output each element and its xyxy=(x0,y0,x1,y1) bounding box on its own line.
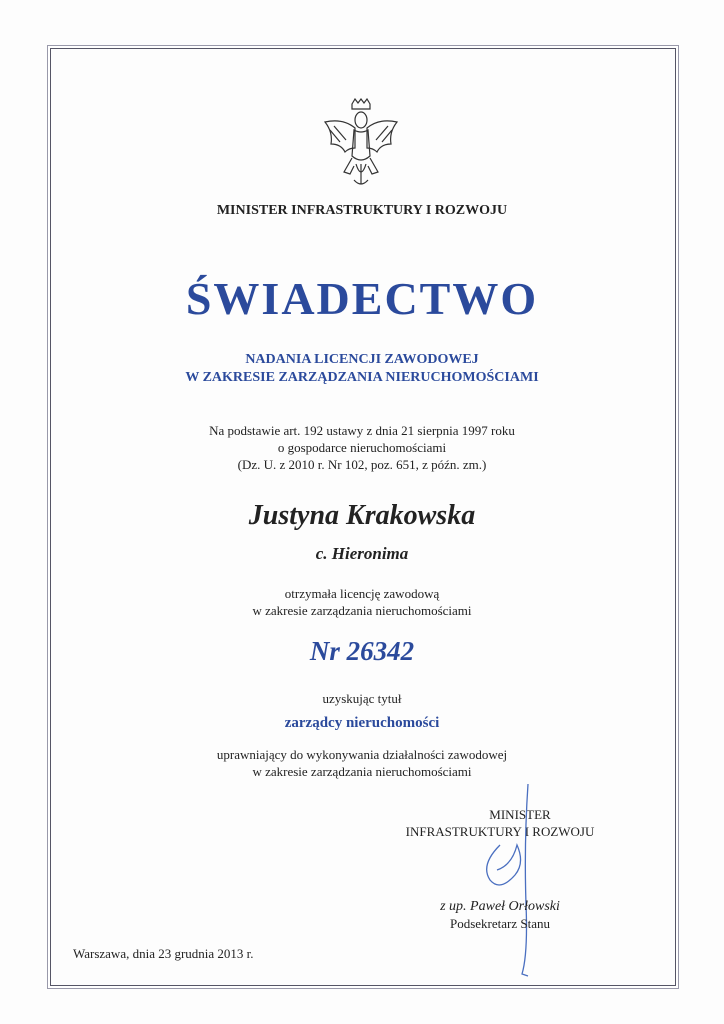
professional-title: zarządcy nieruchomości xyxy=(284,715,440,731)
signer-position: Podsekretarz Stanu xyxy=(449,916,550,931)
office-line: MINISTER xyxy=(489,807,551,822)
recipient-name: Justyna Krakowska xyxy=(248,500,476,531)
issuer-heading: MINISTER INFRASTRUKTURY I ROZWOJU xyxy=(216,203,508,218)
handwritten-signature xyxy=(470,780,540,980)
received-line: w zakresie zarządzania nieruchomościami xyxy=(252,603,472,618)
obtaining-text: uzyskując tytuł xyxy=(322,691,402,706)
legal-basis-line: o gospodarce nieruchomościami xyxy=(277,440,447,455)
signer-block xyxy=(395,898,605,932)
subtitle-line-2: W ZAKRESIE ZARZĄDZANIA NIERUCHOMOŚCIAMI xyxy=(185,370,539,385)
document-title: ŚWIADECTWO xyxy=(185,273,539,324)
recipient-father: c. Hieronima xyxy=(315,544,409,563)
entitlement-text xyxy=(0,746,724,780)
polish-eagle-emblem-icon xyxy=(322,98,400,190)
legal-basis-line: Na podstawie art. 192 ustawy z dnia 21 sierpnia 1997 roku xyxy=(209,423,515,438)
office-line: INFRASTRUKTURY I ROZWOJU xyxy=(405,824,595,839)
received-line: otrzymała licencję zawodową xyxy=(284,586,440,601)
entitlement-line: w zakresie zarządzania nieruchomościami xyxy=(252,764,472,779)
subtitle-line-1: NADANIA LICENCJI ZAWODOWEJ xyxy=(245,352,479,367)
entitlement-line: uprawniający do wykonywania działalności zawodowej xyxy=(216,747,508,762)
legal-basis-line: (Dz. U. z 2010 r. Nr 102, poz. 651, z późn. zm.) xyxy=(237,457,487,472)
license-number: Nr 26342 xyxy=(309,636,415,666)
received-text xyxy=(0,585,724,619)
legal-basis xyxy=(0,422,724,473)
place-and-date: Warszawa, dnia 23 grudnia 2013 r. xyxy=(73,946,254,961)
signer-name: z up. Paweł Orłowski xyxy=(440,899,560,914)
